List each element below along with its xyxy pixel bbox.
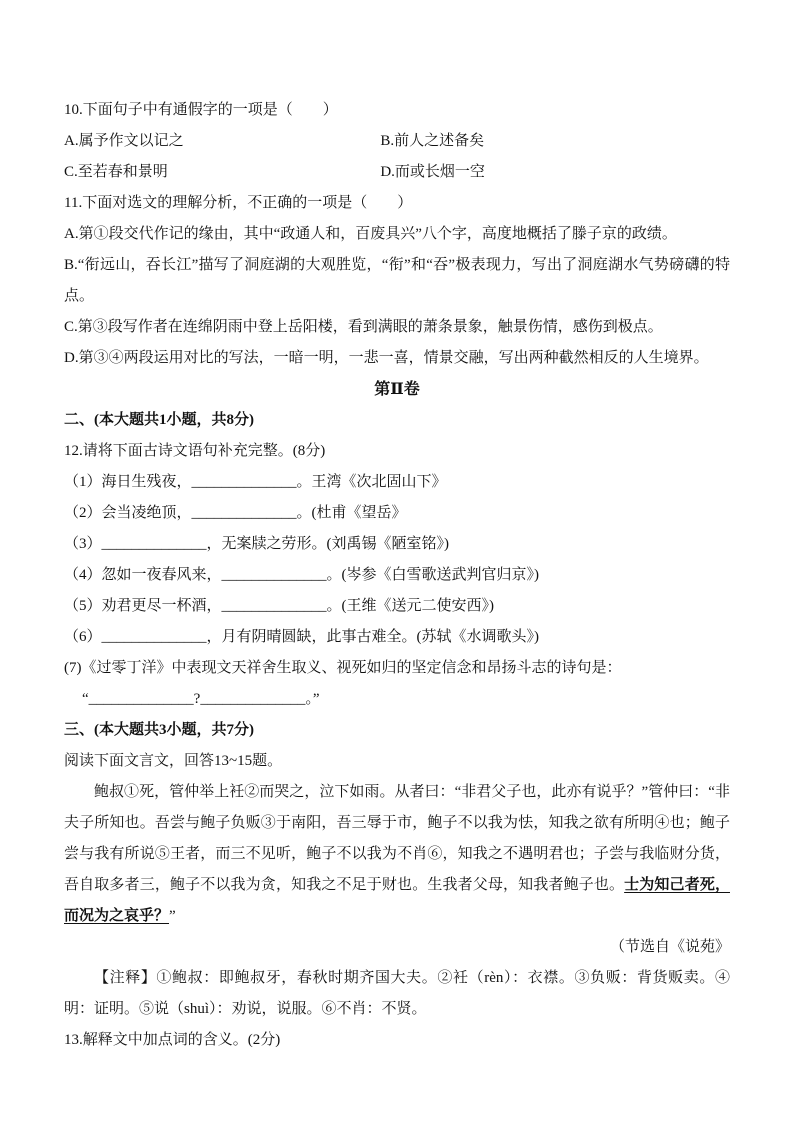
q10-option-d: D.而或长烟一空 bbox=[380, 164, 485, 180]
q12-item-2: （2）会当凌绝顶，______________。(杜甫《望岳》 bbox=[64, 505, 407, 521]
section3-title: 三、(本大题共3小题，共7分) bbox=[64, 722, 254, 738]
q10-option-c: C.至若春和景明 bbox=[64, 164, 168, 180]
q10-stem: 10.下面句子中有通假字的一项是（ ） bbox=[64, 102, 338, 118]
passage-notes: 【注释】①鲍叔：即鲍叔牙，春秋时期齐国大夫。②衽（rèn）：衣襟。③负贩：背货贩卖。④明：证明。⑤说（shuì）：劝说，说服。⑥不肖：不贤。 bbox=[64, 970, 730, 1017]
q11-stem: 11.下面对选文的理解分析，不正确的一项是（ ） bbox=[64, 195, 413, 211]
q12-item-3: （3）______________，无案牍之劳形。(刘禹锡《陋室铭》) bbox=[64, 536, 449, 552]
volume-title: 第Ⅱ卷 bbox=[374, 381, 420, 398]
q12-item-6: （6）______________，月有阴晴圆缺，此事古难全。(苏轼《水调歌头》) bbox=[64, 629, 539, 645]
q12-item-7-answer-line: “______________?______________。” bbox=[82, 691, 320, 707]
reading-intro: 阅读下面文言文，回答13~15题。 bbox=[64, 753, 283, 769]
q11-option-d: D.第③④两段运用对比的写法，一暗一明，一悲一喜，情景交融，写出两种截然相反的人生境界。 bbox=[64, 350, 709, 366]
section2-title: 二、(本大题共1小题，共8分) bbox=[64, 412, 254, 428]
q13-stem: 13.解释文中加点词的含义。(2分) bbox=[64, 1032, 281, 1048]
passage-underlined-text: 士为知己者死，而况为之哀乎？ bbox=[64, 877, 730, 924]
q11-option-a: A.第①段交代作记的缘由，其中“政通人和，百废具兴”八个字，高度地概括了滕子京的政绩。 bbox=[64, 226, 677, 242]
passage-closing-quote: ” bbox=[169, 908, 176, 924]
q12-stem: 12.请将下面古诗文语句补充完整。(8分) bbox=[64, 443, 326, 459]
q10-options-row-2 bbox=[64, 157, 730, 188]
passage-source: （节选自《说苑》 bbox=[609, 939, 730, 955]
q10-option-a: A.属予作文以记之 bbox=[64, 133, 184, 149]
q11-option-b: B.“衔远山，吞长江”描写了洞庭湖的大观胜览，“衔”和“吞”极表现力，写出了洞庭湖水气势磅礴的特点。 bbox=[64, 257, 730, 304]
q12-item-4: （4）忽如一夜春风来，______________。(岑参《白雪歌送武判官归京》) bbox=[64, 567, 539, 583]
q12-item-1: （1）海日生残夜，______________。王湾《次北固山下》 bbox=[64, 474, 447, 490]
q10-options-row-1 bbox=[64, 126, 730, 157]
q12-item-7: (7)《过零丁洋》中表现文天祥舍生取义、视死如归的坚定信念和昂扬斗志的诗句是： bbox=[64, 660, 622, 676]
q10-option-b: B.前人之述备矣 bbox=[380, 133, 485, 149]
q12-item-5: （5）劝君更尽一杯酒，______________。(王维《送元二使安西》) bbox=[64, 598, 494, 614]
passage-main-text: 鲍叔①死，管仲举上衽②而哭之，泣下如雨。从者曰：“非君父子也，此亦有说乎？”管仲曰：“非夫子所知也。吾尝与鲍子负贩③于南阳，吾三辱于市，鲍子不以我为怯，知我之欲有所明④也；鲍子尝与我有所说⑤王者，而三不见听，鲍子不以我为不肖⑥，知我之不遇明君也；子尝与我临财分货，吾自取多者三，鲍子不以我为贪，知我之不足于财也。生我者父母，知我者鲍子也。 bbox=[64, 784, 730, 893]
classical-passage bbox=[64, 777, 730, 932]
q11-option-c: C.第③段写作者在连绵阴雨中登上岳阳楼，看到满眼的萧条景象，触景伤情，感伤到极点。 bbox=[64, 319, 663, 335]
